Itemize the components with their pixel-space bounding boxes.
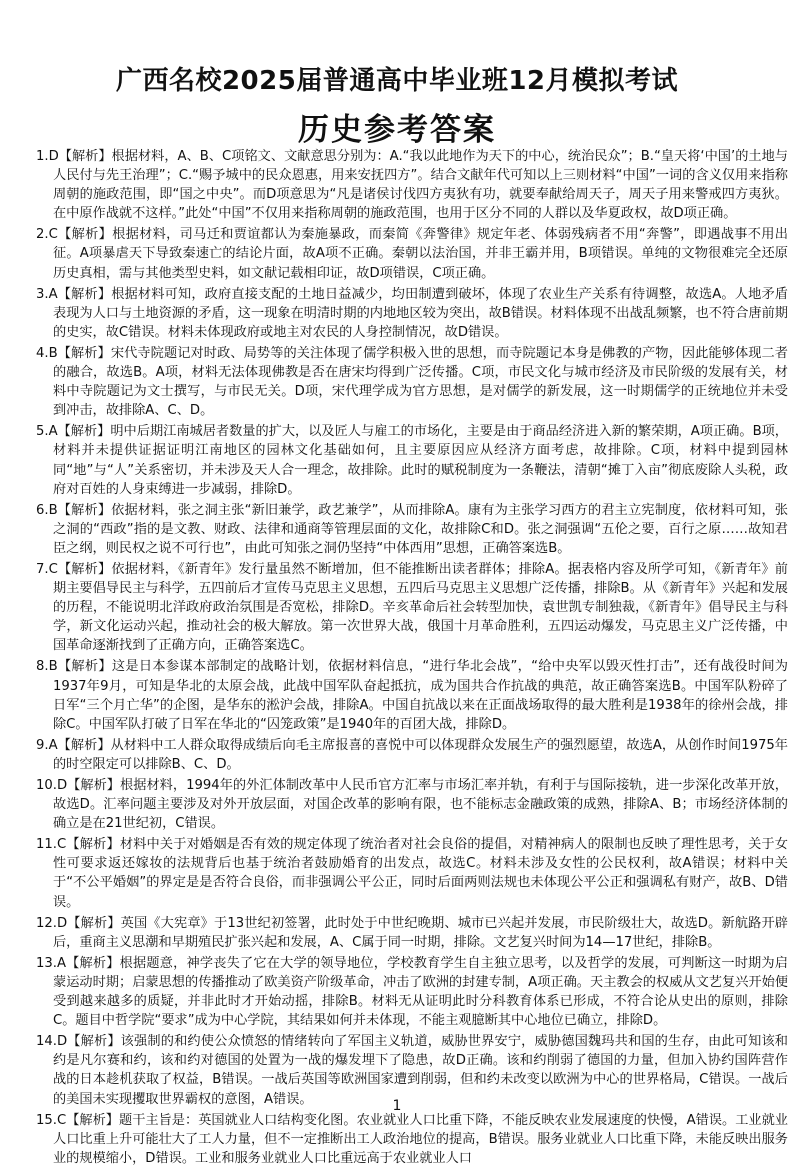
page-number: 1 <box>392 1098 402 1114</box>
answer-list <box>36 147 788 1170</box>
answer-item-2: 2.C【解析】根据材料，司马迁和贾谊都认为秦施暴政，而秦简《奔警律》规定年老、体弱残病者不用“奔警”，即遇战事不用出征。A项暴虐天下导致秦速亡的结论片面，故A项不正确。秦朝以法治国，并非王霸并用，B项错误。单纯的文物很难完全还原历史真相，需与其他类型史料，如文献记载相印证，故D项错误，C项正确。 <box>36 227 788 281</box>
answer-item-14: 14.D【解析】该强制的和约使公众愤怒的情绪转向了军国主义轨道，威胁世界安宁，威胁德国魏玛共和国的生存，由此可知该和约是凡尔赛和约，该和约对德国的处置为一战的爆发埋下了隐患，故D正确。该和约削弱了德国的力量，但加入协约国阵营作战的日本趁机获取了权益，B错误。一战后英国等欧洲国家遭到削弱，但和约未改变以欧洲为中心的世界格局，C错误。一战后的美国未实现攫取世界霸权的意图，A错误。 <box>36 1034 788 1107</box>
answer-item-8: 8.B【解析】这是日本参谋本部制定的战略计划，依据材料信息，“进行华北会战”，“给中央军以毁灭性打击”，还有战役时间为1937年9月，可知是华北的太原会战，此战中国军队奋起抵抗，成为国共合作抗战的典范，故正确答案选B。中国军队粉碎了日军“三个月亡华”的企图，是华东的淞沪会战，排除A。中国自抗战以来在正面战场取得的最大胜利是1938年的徐州会战，排除C。中国军队打破了日军在华北的“囚笼政策”是1940年的百团大战，排除D。 <box>36 659 788 732</box>
answer-item-1: 1.D【解析】根据材料，A、B、C项铭文、文献意思分别为：A.“我以此地作为天下的中心，统治民众”；B.“皇天将‘中国’的土地与人民付与先王治理”；C.“赐予城中的民众恩惠，用来安抚四方”。结合文献年代可知以上三则材料“中国”一词的含义仅用来指称周朝的施政范围，即“国之中央”。而D项意思为“凡是诸侯讨伐四方夷狄有功，就要奉献给周天子，周天子用来警戒四方夷狄。在中原作战就不这样。”此处“中国”不仅用来指称周朝的施政范围，也用于区分不同的人群以及华夏政权，故D项正确。 <box>36 149 788 222</box>
answer-item-4: 4.B【解析】宋代寺院题记对时政、局势等的关注体现了儒学积极入世的思想，而寺院题记本身是佛教的产物，因此能够体现二者的融合，故选B。A项，材料无法体现佛教是否在唐宋均得到广泛传播。C项，市民文化与城市经济及市民阶级的发展有关，材料中寺院题记为文士撰写，与市民无关。D项，宋代理学成为官方思想，是对儒学的新发展，这一时期儒学的正统地位并未受到冲击，故排除A、C、D。 <box>36 345 788 419</box>
answer-item-10: 10.D【解析】根据材料，1994年的外汇体制改革中人民币官方汇率与市场汇率并轨，有利于与国际接轨，进一步深化改革开放，故选D。汇率问题主要涉及对外开放层面，对国企改革的影响有限，也不能标志金融政策的成熟，排除A、B；市场经济体制的确立是在21世纪初，C错误。 <box>36 778 788 832</box>
answer-item-3: 3.A【解析】根据材料可知，政府直接支配的土地日益减少，均田制遭到破坏，体现了农业生产关系有待调整，故选A。人地矛盾表现为人口与土地资源的矛盾，这一现象在明清时期的内地地区较为突出，故B错误。材料体现不出战乱频繁，也不符合唐前期的史实，故C错误。材料未体现政府或地主对农民的人身控制情况，故D错误。 <box>36 286 788 340</box>
exam-title: 广西名校2025届普通高中毕业班12月模拟考试 <box>115 66 679 96</box>
answer-key-heading: 历史参考答案 <box>298 112 496 148</box>
answer-item-12: 12.D【解析】英国《大宪章》于13世纪初签署，此时处于中世纪晚期、城市已兴起并发展，市民阶级壮大，故选D。新航路开辟后，重商主义思潮和早期殖民扩张兴起和发展，A、C属于同一时期，排除。文艺复兴时间为14—17世纪，排除B。 <box>36 915 788 950</box>
answer-item-7: 7.C【解析】依据材料，《新青年》发行量虽然不断增加，但不能推断出读者群体；排除A。据表格内容及所学可知，《新青年》前期主要倡导民主与科学，五四前后才宣传马克思主义思想，五四后马克思主义思想广泛传播，排除B。从《新青年》兴起和发展的历程，不能说明北洋政府政治氛围是否宽松，排除D。辛亥革命后社会转型加快，袁世凯专制独裁，《新青年》倡导民主与科学，新文化运动兴起，推动社会的极大解放。第一次世界大战，俄国十月革命胜利，五四运动爆发，马克思主义广泛传播，中国革命逐渐找到了正确方向，正确答案选C。 <box>36 561 788 654</box>
answer-item-11: 11.C【解析】材料中关于对婚姻是否有效的规定体现了统治者对社会良俗的提倡，对精神病人的限制也反映了理性思考，关于女性可要求返还嫁妆的法规背后也基于统治者鼓励婚育的出发点，故选C。材料未涉及女性的公民权利，故A错误；材料中关于“不公平婚姻”的界定是是否符合良俗，而非强调公平公正，同时后面两则法规也未体现公平公正和强调私有财产，故B、D错误。 <box>36 837 788 910</box>
answer-item-5: 5.A【解析】明中后期江南城居者数量的扩大，以及匠人与雇工的市场化，主要是由于商品经济进入新的繁荣期，A项正确。B项，材料并未提供证据证明江南地区的园林文化基础如何，且主要原因应从经济方面考虑，故排除。C项，材料中提到园林同“地”与“人”关系密切，并未涉及天人合一理念，故排除。此时的赋税制度为一条鞭法，清朝“摊丁入亩”彻底废除人头税，政府对百姓的人身束缚进一步减弱，排除D。 <box>36 424 788 497</box>
answer-item-15: 15.C【解析】题干主旨是：英国就业人口结构变化图。农业就业人口比重下降，不能反映农业发展速度的快慢，A错误。工业就业人口比重上升可能壮大了工人力量，但不一定推断出工人政治地位的提高，B错误。服务业就业人口比重下降，未能反映出服务业的规模缩小，D错误。工业和服务业就业人口比重远高于农业就业人口 <box>36 1112 788 1166</box>
answer-item-9: 9.A【解析】从材料中工人群众取得成绩后向毛主席报喜的喜悦中可以体现群众发展生产的强烈愿望，故选A，从创作时间1975年的时空限定可以排除B、C、D。 <box>36 737 788 772</box>
answer-item-6: 6.B【解析】依据材料，张之洞主张“新旧兼学，政艺兼学”，从而排除A。康有为主张学习西方的君主立宪制度，依材料可知，张之洞的“西政”指的是文教、财政、法律和通商等管理层面的文化，故排除C和D。张之洞强调“五伦之要，百行之原……故知君臣之纲，则民权之说不可行也”，由此可知张之洞仍坚持“中体西用”思想，正确答案选B。 <box>36 502 788 556</box>
answer-item-13: 13.A【解析】根据题意，神学丧失了它在大学的领导地位，学校教育学生自主独立思考，以及哲学的发展，可判断这一时期为启蒙运动时期；启蒙思想的传播推动了欧美资产阶级革命，冲击了欧洲的封建专制，A项正确。天主教会的权威从文艺复兴开始便受到越来越多的质疑，并非此时才开始动摇，排除B。材料无从证明此时分科教育体系已形成，不符合论从史出的原则，排除C。题目中哲学院“要求”成为中心学院，其结果如何并未体现，不能主观臆断其中心地位已确立，排除D。 <box>36 955 788 1029</box>
